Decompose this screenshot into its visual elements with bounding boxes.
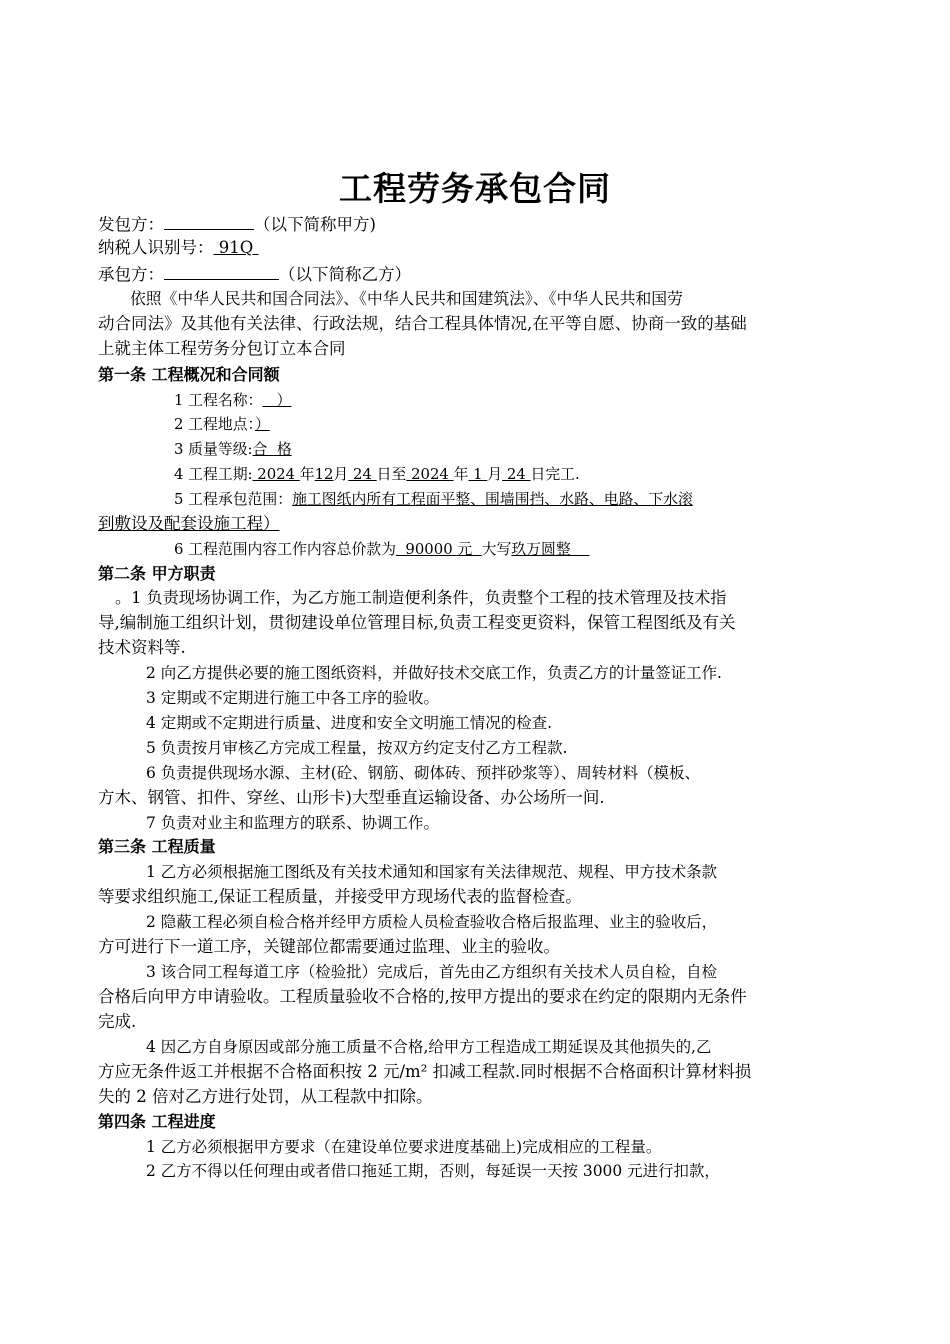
clause-line: 5 负责按月审核乙方完成工程量，按双方约定支付乙方工程款. <box>146 739 568 757</box>
clause-line: 方木、钢管、扣件、穿丝、山形卡)大型垂直运输设备、办公场所一间. <box>98 788 605 807</box>
tax-id-value: 91Q <box>213 238 259 257</box>
contract-price-line <box>174 538 934 560</box>
article-3-heading: 第三条 工程质量 <box>98 837 216 856</box>
scope-value-cont: 到敷设及配套设施工程） <box>98 514 280 533</box>
party-a-blank <box>164 212 254 230</box>
year-unit: 年 <box>299 465 315 483</box>
project-location-label: 2 工程地点： <box>174 415 255 433</box>
scope-line-cont <box>98 513 858 535</box>
project-name-value: ） <box>262 391 292 409</box>
end-month: 1 <box>468 465 488 483</box>
party-b-line <box>98 262 858 286</box>
month-unit: 月 <box>487 465 503 483</box>
document-title: 工程劳务承包合同 <box>339 169 611 208</box>
start-month: 12 <box>314 465 334 483</box>
clause-line: 3 该合同工程每道工序（检验批）完成后，首先由乙方组织有关技术人员自检，自检 <box>146 963 718 981</box>
clause-line: 6 负责提供现场水源、主材(砼、钢筋、砌体砖、预拌砂浆等）、周转材料（模板、 <box>146 764 700 782</box>
clause-line: 方应无条件返工并根据不合格面积按 2 元/m² 扣减工程款.同时根据不合格面积计算材料损 <box>98 1062 752 1081</box>
clause-line: 合格后向甲方申请验收。工程质量验收不合格的,按甲方提出的要求在约定的限期内无条件 <box>98 987 747 1006</box>
end-year: 2024 <box>406 465 454 483</box>
preamble-line: 依照《中华人民共和国合同法》、《中华人民共和国建筑法》、《中华人民共和国劳 <box>130 289 683 308</box>
clause-line: 技术资料等. <box>98 638 186 657</box>
party-a-line <box>98 212 858 236</box>
party-b-suffix: （以下简称乙方） <box>279 265 411 284</box>
project-name-label: 1 工程名称： <box>174 391 263 409</box>
clause-line: 完成. <box>98 1012 137 1031</box>
period-label: 4 工程工期: <box>174 465 253 483</box>
end-day: 24 <box>502 465 531 483</box>
construction-period-line <box>174 463 934 485</box>
year-unit: 年 <box>453 465 469 483</box>
price-words-value: 玖万圆整 <box>511 540 590 558</box>
party-b-blank <box>164 262 279 280</box>
clause-line: 等要求组织施工,保证工程质量，并接受甲方现场代表的监督检查。 <box>98 887 582 906</box>
start-year: 2024 <box>252 465 300 483</box>
quality-grade-line <box>174 438 934 460</box>
clause-line: 2 隐蔽工程必须自检合格并经甲方质检人员检查验收合格后报监理、业主的验收后， <box>146 913 718 931</box>
party-a-label: 发包方： <box>98 215 164 234</box>
article-4-heading: 第四条 工程进度 <box>98 1112 216 1131</box>
price-value: 90000 元 <box>395 540 482 558</box>
day-unit: 日至 <box>376 465 407 483</box>
day-unit: 日完工. <box>530 465 580 483</box>
project-location-line <box>174 413 934 435</box>
preamble-line: 动合同法》及其他有关法律、行政法规，结合工程具体情况,在平等自愿、协商一致的基础 <box>98 314 747 333</box>
clause-line: 7 负责对业主和监理方的联系、协调工作。 <box>146 814 439 832</box>
price-label: 6 工程范围内容工作内容总价款为 <box>174 540 396 558</box>
month-unit: 月 <box>333 465 349 483</box>
party-a-suffix: （以下简称甲方) <box>254 215 376 234</box>
project-name-line <box>174 389 934 411</box>
scope-line <box>174 488 934 510</box>
clause-line: 2 向乙方提供必要的施工图纸资料，并做好技术交底工作，负责乙方的计量签证工作. <box>146 664 722 682</box>
scope-label: 5 工程承包范围： <box>174 490 293 508</box>
preamble-line: 上就主体工程劳务分包订立本合同 <box>98 339 346 358</box>
clause-line: 。1 负责现场协调工作，为乙方施工制造便利条件，负责整个工程的技术管理及技术指 <box>115 588 727 607</box>
tax-id-line <box>98 237 858 259</box>
clause-line: 2 乙方不得以任何理由或者借口拖延工期，否则，每延误一天按 3000 元进行扣款， <box>146 1162 720 1180</box>
clause-line: 3 定期或不定期进行施工中各工序的验收。 <box>146 689 439 707</box>
clause-line: 1 乙方必须根据甲方要求（在建设单位要求进度基础上)完成相应的工程量。 <box>146 1138 662 1156</box>
quality-grade-value: 合 格 <box>252 440 292 458</box>
clause-line: 4 定期或不定期进行质量、进度和安全文明施工情况的检查. <box>146 714 552 732</box>
article-1-heading: 第一条 工程概况和合同额 <box>98 365 280 384</box>
tax-id-label: 纳税人识别号： <box>98 238 214 257</box>
party-b-label: 承包方： <box>98 265 164 284</box>
project-location-value: ） <box>254 415 270 433</box>
clause-line: 失的 2 倍对乙方进行处罚，从工程款中扣除。 <box>98 1087 433 1106</box>
start-day: 24 <box>348 465 377 483</box>
article-2-heading: 第二条 甲方职责 <box>98 564 216 583</box>
price-words-label: 大写 <box>481 540 512 558</box>
clause-line: 4 因乙方自身原因或部分施工质量不合格,给甲方工程造成工期延误及其他损失的,乙 <box>146 1038 712 1056</box>
clause-line: 1 乙方必须根据施工图纸及有关技术通知和国家有关法律规范、规程、甲方技术条款 <box>146 863 718 881</box>
quality-grade-label: 3 质量等级: <box>174 440 253 458</box>
clause-line: 方可进行下一道工序，关键部位都需要通过监理、业主的验收。 <box>98 937 560 956</box>
scope-value: 施工图纸内所有工程面平整、围墙围挡、水路、电路、下水滚 <box>292 490 693 508</box>
clause-line: 导,编制施工组织计划，贯彻建设单位管理目标,负责工程变更资料，保管工程图纸及有关 <box>98 613 736 632</box>
